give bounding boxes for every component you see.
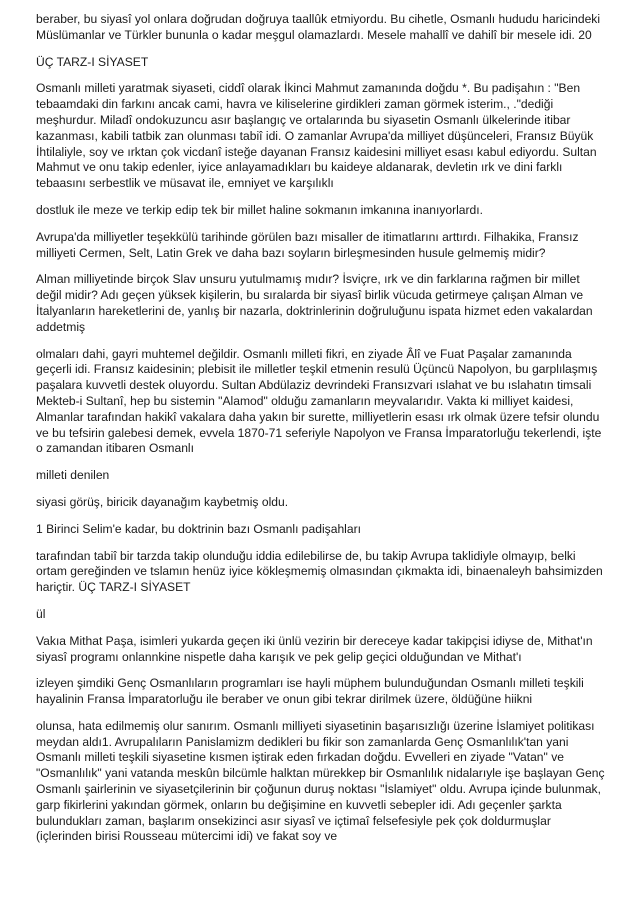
paragraph-6: olmaları dahi, gayri muhtemel değildir. Osmanlı milleti fikri, en ziyade Âlî ve Fuat Paşalar zamanında geçerli idi. Fransız kaidesinin; plebisit ile milletler teşkil etmenin resulü Üçüncü Napolyon, bu garplılaşmış paşalara kuvvetli destek oluyordu. Sultan Abdülaziz devrindeki Fransızvari ıslahat ve bu ıslahatın timsali Mekteb-i Sultanî, hep bu sistemin "Alamod" olduğu zamanların meyvalarıdır. Vakta ki milliyet kaidesi, Almanlar tarafından hakikî vakalara daha yakın bir surette, milliyetlerin esası ırk olmak üzere tefsir olundu ve bu tefsirin galebesi demek, evvela 1870-71 seferiyle Napolyon ve Fransa İmparatorluğu tekerlendi, işte o zamandan itibaren Osmanlı	[36, 346, 602, 456]
paragraph-11: izleyen şimdiki Genç Osmanlıların programları ise hayli müphem bulunduğundan Osmanlı milleti teşkili hayalinin Fransa İmparatorluğu ile beraber ve onun gibi tekrar dirilmek üzere, öldüğüne hiikni	[36, 676, 584, 707]
paragraph-3: dostluk ile meze ve terkip edip tek bir millet haline sokmanın imkanına inanıyorlardı.	[36, 202, 484, 217]
paragraph-2: Osmanlı milleti yaratmak siyaseti, ciddî olarak İkinci Mahmut zamanında doğdu *. Bu padişahın : "Ben tebaamdaki din farkını ancak cami, havra ve kiliselerine girdikleri zaman görmek isterim., ."dediği meşhurdur. Miladî ondokuzuncu asır başlangıç ve ortalarında bu siyasetin Osmanlı ülkelerinde itibar kazanması, kabili tatbik zan olunması tabiî idi. O zamanlar Avrupa'da milliyet düşünceleri, Fransız Büyük İhtilaliyle, soy ve ırktan çok vicdanî isteğe dayanan Fransız kaidesini milliyet esası kabul ediyordu. Sultan Mahmut ve onu takip edenler, iyice anlayamadıkları bu kaideye aldanarak, devletin ırk ve dini farklı tebaasını serbestlik ve müsavat ile, emniyet ve karşılıklı	[36, 81, 597, 191]
paragraph-9: tarafından tabiî bir tarzda takip olunduğu iddia edilebilirse de, bu takip Avrupa taklidiyle olmayıp, belki ortam gereğinden ve tslamın henüz iyice kökleşmemiş olmasından çıkmakta idi, binaenaleyh bahsimizden hariçtir. ÜÇ TARZ-I SİYASET	[36, 548, 603, 595]
footnote-1: 1 Birinci Selim'e kadar, bu doktrinin bazı Osmanlı padişahları	[36, 521, 361, 536]
paragraph-1: beraber, bu siyasî yol onlara doğrudan doğruya taallûk etmiyordu. Bu cihetle, Osmanlı hududu haricindeki Müslümanlar ve Türkler bununla o kadar meşgul olamazlardı. Mesele mahallî ve dahilî bir mesele idi. 20	[36, 12, 601, 42]
paragraph-7: milleti denilen	[36, 468, 110, 483]
page-fragment: ül	[36, 606, 46, 621]
section-heading: ÜÇ TARZ-I SİYASET	[36, 54, 149, 69]
paragraph-5: Alman milliyetinde birçok Slav unsuru yutulmamış mıdır? İsviçre, ırk ve din farklarına rağmen bir millet değil midir? Adı geçen yüksek kişilerin, bu sıralarda bir siyasî birlik vücuda getirmeye çalışan Alman ve İtalyanların hareketlerini de, yanlış bir nazarla, doktrinlerinin doğruluğunu ispata hizmet eden vakalardan addetmiş	[36, 272, 593, 334]
paragraph-8: siyasi görüş, biricik dayanağım kaybetmiş oldu.	[36, 494, 289, 509]
paragraph-12: olunsa, hata edilmemiş olur sanırım. Osmanlı milliyeti siyasetinin başarısızlığı üzerine İslamiyet politikası meydan aldı1. Avrupalıların Panislamizm dedikleri bu fikir son zamanlarda Genç Osmanlılık'tan yani Osmanlı milleti teşkili siyasetine kısmen iştirak eden fırkadan doğdu. Evvelleri en ziyade "Vatan" ve "Osmanlılık" yani vatanda meskûn bilcümle halktan mürekkep bir Osmanlılık nidalarıyle işe başlayan Genç Osmanlı şairlerinin ve siyasetçilerinin bir çoğunun duruş noktası "İslamiyet" oldu. Avrupa içinde bulunmak, garp fikirlerini yakından görmek, onların bu değişimine en kuvvetli sebepler idi. Adı geçenler şarkta bulundukları zaman, başlarım onsekizinci asır siyasî ve içtimaî felsefesiyle pek çok doldurmuşlar (içlerinden birisi Rousseau mütercimi idi) ve fakat soy ve	[36, 718, 605, 844]
paragraph-10: Vakıa Mithat Paşa, isimleri yukarda geçen iki ünlü vezirin bir dereceye kadar takipçisi idiyse de, Mithat'ın siyasî programı onlannkine nispetle daha karışık ve pek gelip geçici olduğundan ve Mithat'ı	[36, 633, 593, 664]
paragraph-4: Avrupa'da milliyetler teşekkülü tarihinde görülen bazı misaller de itimatlarını arttırdı. Filhakika, Fransız milliyeti Cermen, Selt, Latin Grek ve daha bazı soyların birleşmesinden husule gelmemiş midir?	[36, 229, 579, 260]
